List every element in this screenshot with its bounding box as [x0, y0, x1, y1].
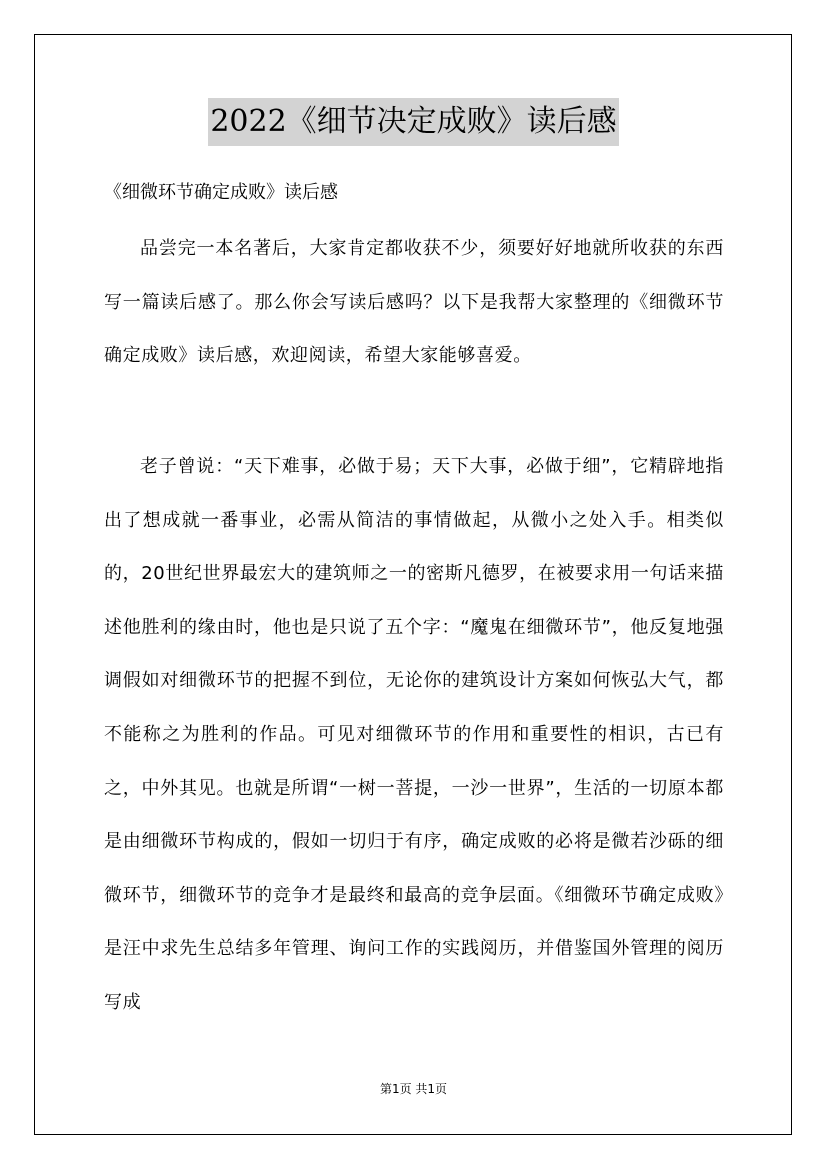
document-subtitle: 《细微环节确定成败》读后感 [104, 182, 338, 203]
page-footer: 第1页 共1页 [379, 1082, 448, 1096]
paragraph-body: 老子曾说：“天下难事，必做于易；天下大事，必做于细”，它精辟地指出了想成就一番事业，必需从简洁的事情做起，从微小之处入手。相类似的，20世纪世界最宏大的建筑师之一的密斯凡德罗，在被要求用一句话来描述他胜利的缘由时，他也是只说了五个字：“魔鬼在细微环节”，他反复地强调假如对细微环节的把握不到位，无论你的建筑设计方案如何恢弘大气，都不能称之为胜利的作品。可见对细微环节的作用和重要性的相识，古已有之，中外其见。也就是所谓“一树一菩提，一沙一世界”，生活的一切原本都是由细微环节构成的，假如一切归于有序，确定成败的必将是微若沙砾的细微环节，细微环节的竞争才是最终和最高的竞争层面。《细微环节确定成败》是汪中求先生总结多年管理、询问工作的实践阅历，并借鉴国外管理的阅历写成 [104, 456, 724, 1013]
paragraph-intro: 品尝完一本名著后，大家肯定都收获不少，须要好好地就所收获的东西写一篇读后感了。那么你会写读后感吗？以下是我帮大家整理的《细微环节确定成败》读后感，欢迎阅读，希望大家能够喜爱。 [104, 238, 724, 367]
document-title: 2022《细节决定成败》读后感 [208, 98, 618, 146]
title-container [0, 98, 827, 146]
